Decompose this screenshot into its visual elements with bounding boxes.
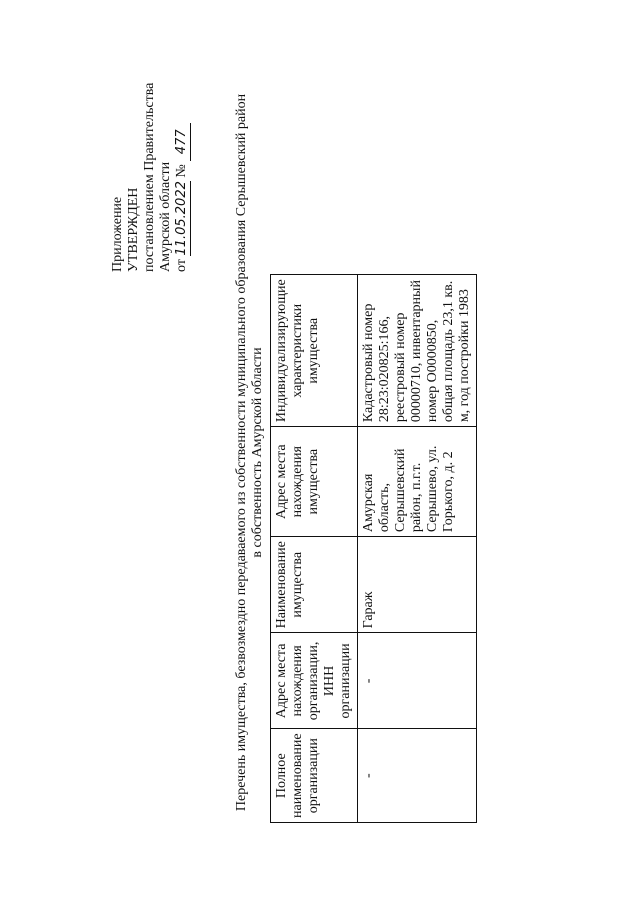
region-label: Амурской области (158, 161, 173, 272)
cell-property-address: Амурская область, Серышевский район, п.г.т. Серышево, ул. Горького, д. 2 (358, 427, 477, 537)
cell-org-name: - (358, 729, 477, 823)
approval-block (110, 42, 191, 272)
header-characteristics: Индивидуализирующие характеристики имущества (271, 275, 358, 427)
header-org-address: Адрес места нахождения организации, ИНН организации (271, 633, 358, 729)
property-table (270, 274, 477, 823)
header-property-address: Адрес места нахождения имущества (271, 427, 358, 537)
cell-org-address: - (358, 633, 477, 729)
table-row (358, 275, 477, 823)
approved-label: УТВЕРЖДЕН (126, 187, 141, 272)
date-prefix: от (174, 259, 189, 272)
handwritten-number: 477 (174, 123, 191, 161)
document-title (234, 0, 266, 905)
date-number-line (174, 42, 191, 272)
header-property-name: Наименование имущества (271, 537, 358, 633)
title-line-2: в собственность Амурской области (250, 347, 265, 558)
cell-property-name: Гараж (358, 537, 477, 633)
cell-characteristics: Кадастровый номер 28:23:020825:166, реестровый номер 00000710, инвентарный номер О0000850, общая площадь 23,1 кв. м, год постройки 1983 (358, 275, 477, 427)
resolution-label: постановлением Правительства (142, 82, 157, 272)
number-prefix: № (174, 164, 189, 178)
title-line-1: Перечень имущества, безвозмездно передаваемого из собственности муниципального образования Серышевский район (234, 93, 249, 812)
appendix-label: Приложение (110, 196, 125, 272)
table-header-row (271, 275, 358, 823)
handwritten-date: 11.05.2022 (174, 181, 189, 256)
header-org-name: Полное наименование организации (271, 729, 358, 823)
